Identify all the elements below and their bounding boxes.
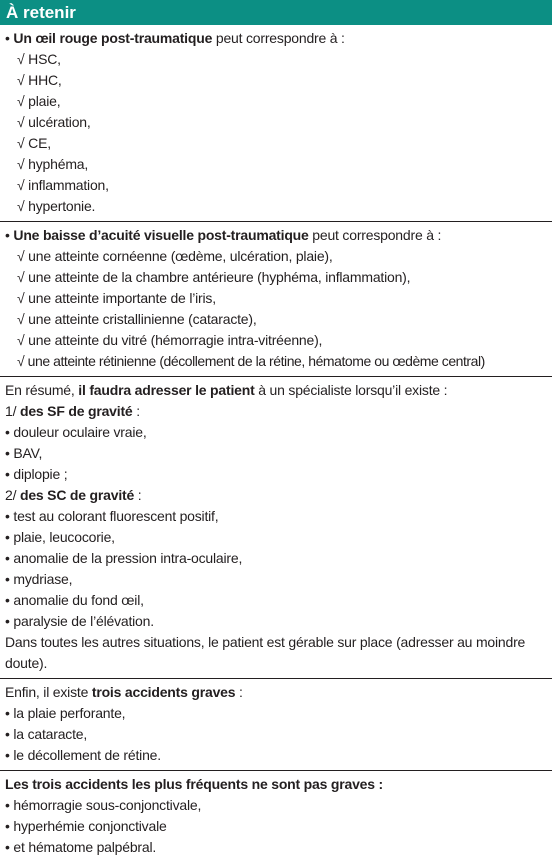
bullet-item: • anomalie de la pression intra-oculaire, [5,550,243,566]
frequent-accidents-section [0,771,552,862]
check-item: √ une atteinte importante de l’iris, [17,290,216,306]
check-item: √ une atteinte de la chambre antérieure (hyphéma, inflammation), [17,269,411,285]
bullet-item: • plaie, leucocorie, [5,529,115,545]
check-item: √ plaie, [17,93,61,109]
bullet-item: • test au colorant fluorescent positif, [5,508,219,524]
bullet-item: • paralysie de l’élévation. [5,613,154,629]
check-item: √ HHC, [17,72,62,88]
bullet-item: • douleur oculaire vraie, [5,424,147,440]
red-eye-lead-bold: Un œil rouge post-traumatique [13,30,213,46]
check-item: √ une atteinte cristallinienne (cataracte), [17,311,257,327]
sc-heading: 2/ des SC de gravité : [5,487,142,503]
serious-accidents-intro: Enfin, il existe trois accidents graves : [5,684,243,700]
bullet-item: • mydriase, [5,571,73,587]
closing-note: Dans toutes les autres situations, le patient est gérable sur place (adresser au moindre doute). [5,634,526,671]
box-header: À retenir [0,0,552,25]
bullet-item: • le décollement de rétine. [5,747,161,763]
red-eye-lead: • Un œil rouge post-traumatique peut correspondre à : [5,30,345,46]
visual-acuity-lead-bold: Une baisse d’acuité visuelle post-traumatique [13,227,309,243]
visual-acuity-section [0,222,552,377]
referral-section [0,377,552,679]
check-item: √ ulcération, [17,114,91,130]
check-item: √ HSC, [17,51,61,67]
referral-intro: En résumé, il faudra adresser le patient à un spécialiste lorsqu’il existe : [5,382,448,398]
visual-acuity-lead: • Une baisse d’acuité visuelle post-traumatique peut correspondre à : [5,227,442,243]
bullet-item: • BAV, [5,445,43,461]
check-item: √ hyphéma, [17,156,89,172]
check-item: √ CE, [17,135,51,151]
check-item: √ hypertonie. [17,198,96,214]
bullet-item: • diplopie ; [5,466,68,482]
bullet-item: • et hématome palpébral. [5,839,157,855]
red-eye-section [0,25,552,222]
check-item: √ une atteinte cornéenne (œdème, ulcération, plaie), [17,248,333,264]
check-item: √ inflammation, [17,177,109,193]
bullet-item: • anomalie du fond œil, [5,592,144,608]
bullet-item: • hyperhémie conjonctivale [5,818,167,834]
serious-accidents-bold: trois accidents graves [91,684,236,700]
sf-heading: 1/ des SF de gravité : [5,403,140,419]
serious-accidents-section [0,679,552,771]
check-item: √ une atteinte du vitré (hémorragie intra-vitréenne), [17,332,323,348]
bullet-item: • la plaie perforante, [5,705,126,721]
bullet-item: • la cataracte, [5,726,88,742]
referral-intro-bold: il faudra adresser le patient [78,382,255,398]
bullet-item: • hémorragie sous-conjonctivale, [5,797,202,813]
check-item: √ une atteinte rétinienne (décollement de la rétine, hématome ou œdème central) [17,353,485,369]
frequent-accidents-title: Les trois accidents les plus fréquents ne sont pas graves : [5,776,383,792]
